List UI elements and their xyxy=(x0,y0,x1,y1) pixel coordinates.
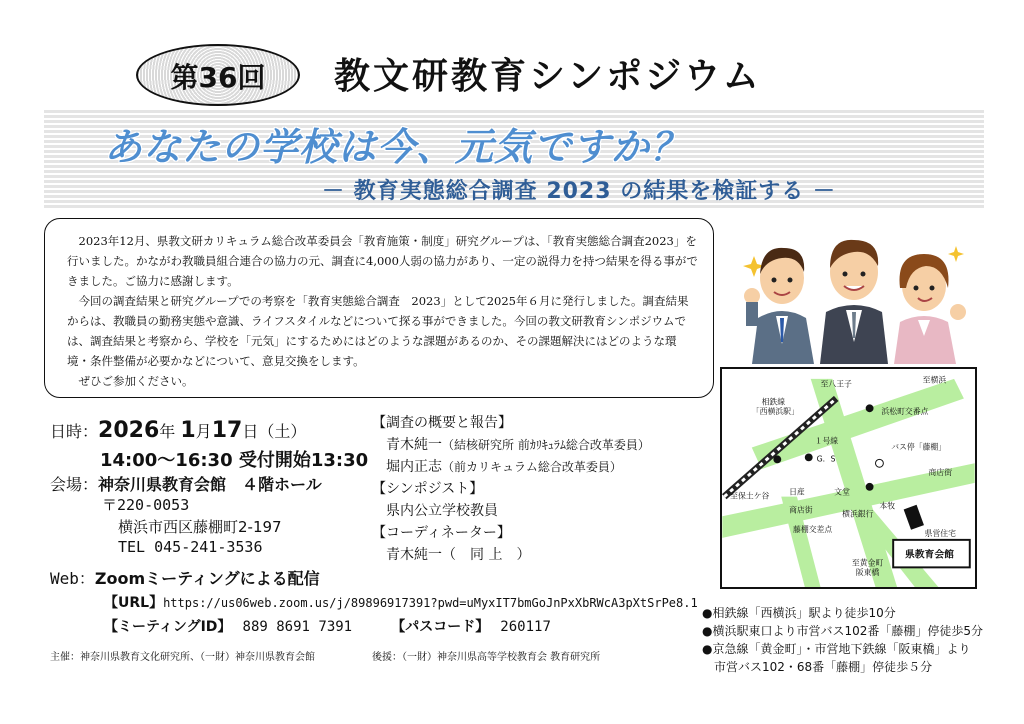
access-line-1: ●相鉄線「西横浜」駅より徒歩10分 xyxy=(702,606,896,620)
map-label-hanrenbashi: 阪東橋 xyxy=(855,568,880,578)
date-gatsu: 月 xyxy=(195,422,212,441)
access-info xyxy=(702,604,983,676)
map-dot-intersection xyxy=(866,483,874,491)
map-label-koganecho: 至黄金町 xyxy=(851,558,884,568)
url-row xyxy=(104,592,698,612)
date-weekday: （土） xyxy=(258,422,307,441)
coordinator: 青木純一（ 同 上 ） xyxy=(386,547,531,563)
date-label: 日時： xyxy=(50,422,99,441)
venue-label: 会場： xyxy=(50,475,99,494)
date-nen: 年 xyxy=(159,422,176,441)
intro-paragraph-2: 今回の調査結果と研究グループでの考察を「教育実態総合調査 2023」として2025年６月に発行しました。調査結果からは、教職員の勤務実態や意識、ライフスタイルなどについて探る事ができました。今回の教文研教育シンポジウムでは、調査結果と考察から、学校を「元気」にするためにはどのような課題があるのか、その課題解決にはどのような環境・条件整備が必要かなどについて、意見交換をします。 xyxy=(67,294,689,368)
program-section-3: 【コーディネーター】 xyxy=(372,525,511,541)
date-day: 17 xyxy=(211,418,243,443)
access-line-3: ●京急線「黄金町」・市営地下鉄線「阪東橋」より xyxy=(702,642,971,656)
map-label-shotengai1: 商店街 xyxy=(928,468,953,478)
intro-box xyxy=(44,218,714,398)
date-row xyxy=(50,418,306,443)
footer-organizer: 主催：神奈川県教育文化研究所、（一財）神奈川県教育会館 xyxy=(50,652,315,663)
program-section-1: 【調査の概要と報告】 xyxy=(372,415,512,431)
map-label-route1: １号線 xyxy=(814,436,839,446)
map-dot-gs xyxy=(805,453,813,461)
venue-tel: TEL 045-241-3536 xyxy=(118,538,263,556)
map-label-hamamatsu: 浜松町交番点 xyxy=(881,407,929,417)
map-label-shotengai2: 商店街 xyxy=(789,505,813,515)
map-label-kenjutaku: 県営住宅 xyxy=(924,528,956,538)
map-label-hachioji: 至八王子 xyxy=(820,379,852,389)
map-label-nishiyokohama: 「西横浜駅」 xyxy=(751,407,799,417)
event-time: 14:00～16:30 受付開始13:30 xyxy=(100,450,369,471)
date-year: 2026 xyxy=(98,418,160,443)
edition-badge xyxy=(136,44,300,106)
map-building-icon xyxy=(904,505,924,530)
passcode: 260117 xyxy=(500,619,551,635)
page-title: 教文研教育シンポジウム xyxy=(334,56,762,97)
speaker-2-affiliation: （前カリキュラム総合改革委員） xyxy=(442,460,622,474)
people-illustration xyxy=(742,226,968,364)
map-busstop-icon xyxy=(876,459,884,467)
footer-sponsor: 後援：（一財）神奈川県高等学校教育会 教育研究所 xyxy=(372,652,601,663)
program-speaker-1 xyxy=(386,434,650,454)
web-text: Zoomミーティングによる配信 xyxy=(94,569,320,588)
access-map xyxy=(720,367,977,589)
symposist: 県内公立学校教員 xyxy=(386,503,498,519)
speaker-1-affiliation: （結核研究所 前ｶﾘｷｭﾗﾑ総合改革委員） xyxy=(442,438,650,452)
zoom-url-link[interactable]: https://us06web.zoom.us/j/89896917391?pwd=uMyxIT7bmGoJnPxXbRWcA3pXtSrPe8.1 xyxy=(163,596,698,610)
passcode-label: 【パスコード】 xyxy=(391,619,490,635)
meeting-id: 889 8691 7391 xyxy=(242,619,353,635)
edition-label: 第36回 xyxy=(170,61,266,94)
subtitle: － 教育実態総合調査 2023 の結果を検証する － xyxy=(322,179,836,204)
person-middle xyxy=(820,240,888,364)
map-label-yokohama: 至横浜 xyxy=(922,375,947,385)
venue-row xyxy=(50,472,322,495)
map-label-kaikan: 県教育会館 xyxy=(904,549,954,561)
venue-name: 神奈川県教育会館 ４階ホール xyxy=(98,475,322,494)
program-speaker-2 xyxy=(386,456,622,476)
date-month: 1 xyxy=(180,418,196,443)
web-label: Web： xyxy=(50,569,95,588)
venue-postal: 〒220-0053 xyxy=(102,496,190,514)
map-label-nissan: 日産 xyxy=(789,487,805,497)
web-row xyxy=(50,566,320,589)
headline: あなたの学校は今、元気ですか？ xyxy=(104,125,690,169)
speaker-1-name: 青木純一 xyxy=(386,437,442,453)
meeting-id-label: 【ミーティングID】 xyxy=(104,619,232,635)
map-label-bank: 横浜銀行 xyxy=(842,509,874,519)
map-label-hodogaya: 至保土ケ谷 xyxy=(730,491,770,501)
date-nichi: 日 xyxy=(242,422,259,441)
map-label-bunkado: 文堂 xyxy=(834,487,850,497)
venue-address: 横浜市西区藤棚町2-197 xyxy=(118,518,282,536)
map-label-fujidana: 藤棚交差点 xyxy=(793,525,833,535)
intro-paragraph-1: 2023年12月、県教文研カリキュラム総合改革委員会「教育施策・制度」研究グループは、「教育実態総合調査2023」を行いました。かながわ教職員組合連合の協力の元、調査に4,000人弱の協力があり、一定の説得力を持つ結果を得る事ができました。ご協力に感謝します。 xyxy=(67,234,698,288)
url-label: 【URL】 xyxy=(104,595,164,611)
map-dot-route xyxy=(773,455,781,463)
map-label-sotetsu: 相鉄線 xyxy=(761,397,786,407)
map-dot-hamamatsu xyxy=(866,404,874,412)
person-right xyxy=(894,254,966,364)
program-section-2: 【シンポジスト】 xyxy=(372,481,484,497)
map-label-honmoku: 本牧 xyxy=(879,501,896,511)
access-line-2: ●横浜駅東口より市営バス102番「藤棚」停徒歩5分 xyxy=(702,624,984,638)
map-label-gs: G．S xyxy=(816,454,836,464)
access-line-4: 市営バス102・68番「藤棚」停徒歩５分 xyxy=(714,660,933,674)
speaker-2-name: 堀内正志 xyxy=(386,459,442,475)
intro-paragraph-3: ぜひご参加ください。 xyxy=(78,374,194,388)
map-label-busstop: バス停「藤棚」 xyxy=(891,442,947,452)
meeting-row xyxy=(104,616,551,636)
